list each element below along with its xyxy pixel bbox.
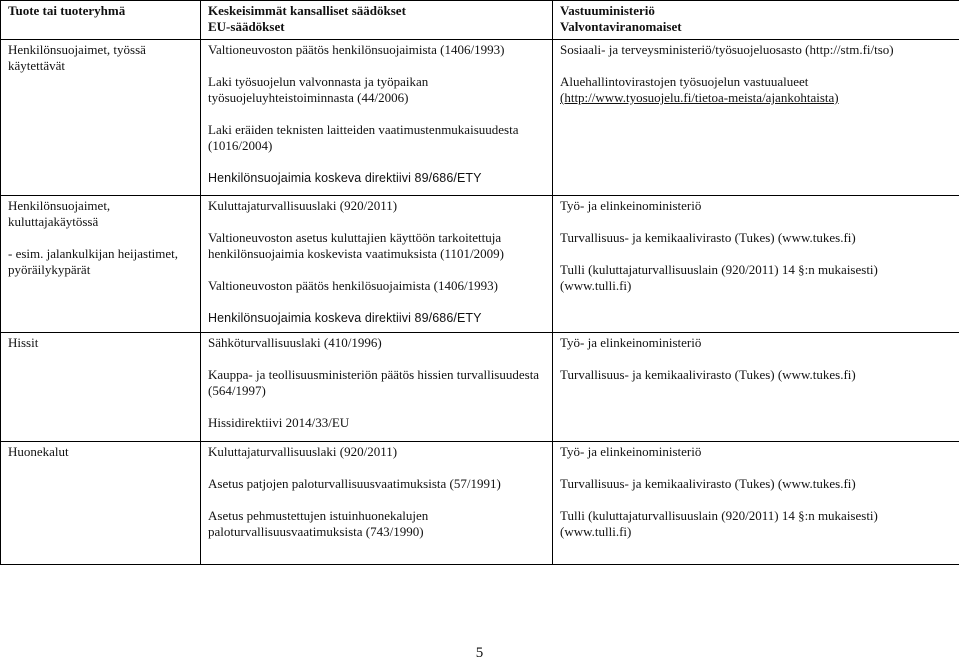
law-item: Laki työsuojelun valvonnasta ja työpaikan työsuojeluyhteistoiminnasta (44/2006): [208, 74, 429, 105]
product-name: Hissit: [8, 335, 39, 350]
laws-cell: [201, 442, 553, 565]
authority-item: Tulli (kuluttajaturvallisuuslain (920/2011) 14 §:n mukaisesti) (www.tulli.fi): [560, 508, 878, 539]
authority-item: Työ- ja elinkeinoministeriö: [560, 198, 702, 213]
authority-item: Turvallisuus- ja kemikaalivirasto (Tukes) (www.tukes.fi): [560, 230, 856, 245]
authorities-cell: [553, 40, 959, 196]
law-item: Valtioneuvoston asetus kuluttajien käyttöön tarkoitettuja henkilönsuojaimia koskevista vaatimuksista (1101/2009): [208, 230, 504, 261]
law-item: Sähköturvallisuuslaki (410/1996): [208, 335, 382, 350]
table-row: [1, 40, 959, 196]
eu-directive: Hissidirektiivi 2014/33/EU: [208, 415, 350, 430]
authorities-cell: [553, 196, 959, 333]
tyosuojelu-link[interactable]: (http://www.tyosuojelu.fi/tietoa-meista/ajankohtaista): [560, 90, 839, 105]
header-national-laws: Keskeisimmät kansalliset säädökset: [208, 3, 406, 18]
law-item: Laki eräiden teknisten laitteiden vaatimustenmukaisuudesta (1016/2004): [208, 122, 519, 153]
authorities-cell: [553, 333, 959, 442]
laws-cell: [201, 196, 553, 333]
authority-item: Tulli (kuluttajaturvallisuuslain (920/2011) 14 §:n mukaisesti) (www.tulli.fi): [560, 262, 878, 293]
header-product: [1, 1, 201, 40]
law-item: Valtioneuvoston päätös henkilönsuojaimista (1406/1993): [208, 42, 505, 57]
header-ministry: Vastuuministeriö: [560, 3, 655, 18]
eu-directive: Henkilönsuojaimia koskeva direktiivi 89/686/ETY: [208, 171, 482, 185]
authority-item: Työ- ja elinkeinoministeriö: [560, 335, 702, 350]
authority-item: Turvallisuus- ja kemikaalivirasto (Tukes) (www.tukes.fi): [560, 476, 856, 491]
header-legislation: [201, 1, 553, 40]
laws-cell: [201, 333, 553, 442]
product-name: Henkilönsuojaimet, kuluttajakäytössä: [8, 198, 111, 229]
header-eu-laws: EU-säädökset: [208, 19, 285, 34]
header-supervisors: Valvontaviranomaiset: [560, 19, 682, 34]
product-cell: [1, 40, 201, 196]
product-cell: [1, 196, 201, 333]
laws-cell: [201, 40, 553, 196]
authorities-cell: [553, 442, 959, 565]
table-row: [1, 442, 959, 565]
header-product-label: Tuote tai tuoteryhmä: [8, 3, 126, 18]
product-cell: [1, 442, 201, 565]
table-row: [1, 333, 959, 442]
law-item: Kuluttajaturvallisuuslaki (920/2011): [208, 198, 398, 213]
header-row: [1, 1, 959, 40]
authority-item: Turvallisuus- ja kemikaalivirasto (Tukes) (www.tukes.fi): [560, 367, 856, 382]
authority-item: Aluehallintovirastojen työsuojelun vastuualueet: [560, 74, 809, 89]
law-item: Kauppa- ja teollisuusministeriön päätös hissien turvallisuudesta (564/1997): [208, 367, 540, 398]
law-item: Asetus pehmustettujen istuinhuonekalujen paloturvallisuusvaatimuksista (743/1990): [208, 508, 429, 539]
law-item: Asetus patjojen paloturvallisuusvaatimuksista (57/1991): [208, 476, 501, 491]
product-name: Henkilönsuojaimet, työssä käytettävät: [8, 42, 146, 73]
product-name: Huonekalut: [8, 444, 69, 459]
authority-item: Sosiaali- ja terveysministeriö/työsuojeluosasto (http://stm.fi/tso): [560, 42, 894, 57]
eu-directive: Henkilönsuojaimia koskeva direktiivi 89/686/ETY: [208, 311, 482, 325]
product-examples: - esim. jalankulkijan heijastimet, pyöräilykypärät: [8, 246, 179, 277]
law-item: Valtioneuvoston päätös henkilösuojaimista (1406/1993): [208, 278, 498, 293]
header-authorities: [553, 1, 959, 40]
law-item: Kuluttajaturvallisuuslaki (920/2011): [208, 444, 398, 459]
product-cell: [1, 333, 201, 442]
page-number: 5: [475, 645, 484, 661]
authority-item: Työ- ja elinkeinoministeriö: [560, 444, 702, 459]
table-row: [1, 196, 959, 333]
